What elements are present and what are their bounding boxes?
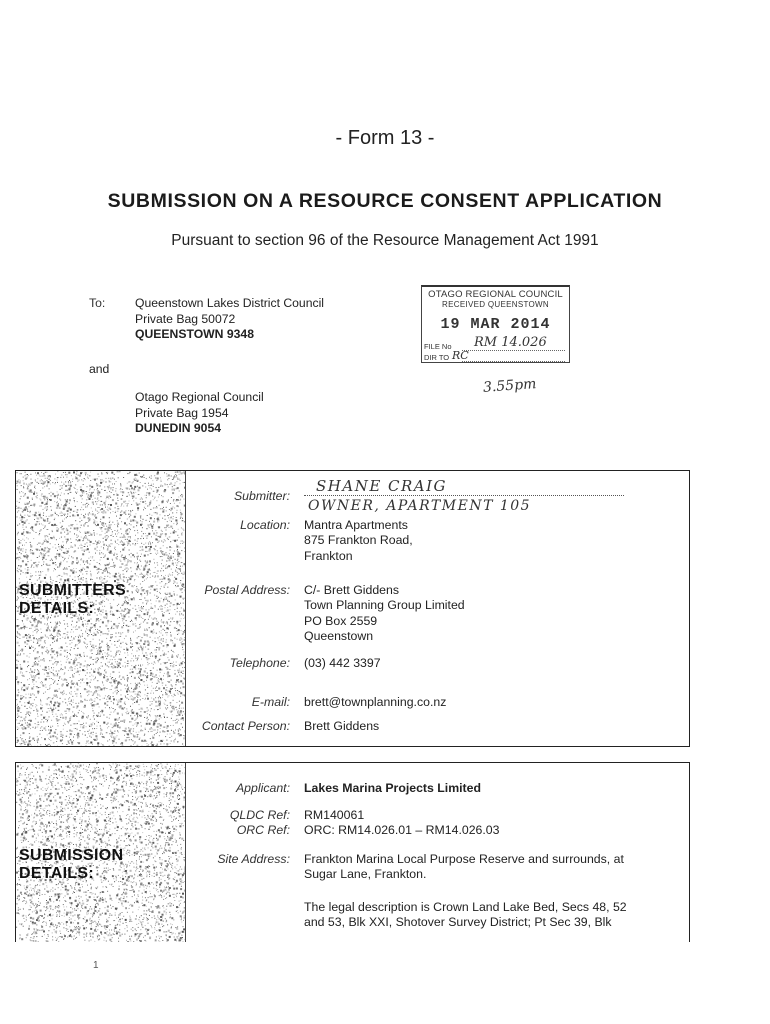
orc-ref-label: ORC Ref: — [236, 823, 290, 837]
form-number: - Form 13 - — [335, 127, 435, 149]
submission-details-sidebar — [16, 763, 186, 942]
location-line3: Frankton — [304, 548, 353, 563]
orc-bag: Private Bag 1954 — [135, 405, 229, 420]
qldc-ref-value: RM140061 — [304, 808, 365, 822]
location-label: Location: — [240, 518, 290, 532]
submission-details-heading — [19, 847, 123, 883]
qldc-bag: Private Bag 50072 — [135, 311, 236, 326]
submitter-details-table — [15, 470, 690, 747]
stamp-file-dotline — [462, 350, 565, 351]
stamp-date: 19 MAR 2014 — [440, 316, 551, 333]
received-stamp — [421, 285, 570, 363]
location-line1: Mantra Apartments — [304, 518, 408, 532]
orc-address — [135, 390, 264, 437]
telephone-value: (03) 442 3397 — [304, 656, 381, 670]
site-address-value — [304, 852, 624, 883]
submitter-heading-line1: SUBMITTERS — [19, 582, 126, 599]
submitter-heading-line2: DETAILS: — [19, 600, 94, 617]
stamp-file-value: RM 14.026 — [474, 335, 547, 350]
legal-line1: The legal description is Crown Land Lake Bed, Secs 48, 52 — [304, 900, 627, 914]
contact-person-value: Brett Giddens — [304, 719, 380, 733]
to-label: To: — [89, 296, 106, 310]
location-line2: 875 Frankton Road, — [304, 533, 413, 548]
postal-address-label: Postal Address: — [204, 583, 290, 597]
site-address-label: Site Address: — [217, 852, 290, 866]
location-value — [304, 518, 413, 564]
telephone-label: Telephone: — [229, 656, 290, 670]
stamp-time-handwritten: 3.55pm — [482, 376, 537, 396]
submission-heading-line2: DETAILS: — [19, 865, 94, 882]
contact-person-label: Contact Person: — [201, 719, 290, 733]
submitter-details-heading — [19, 582, 126, 618]
site-line2: Sugar Lane, Frankton. — [304, 867, 427, 882]
submission-heading-line1: SUBMISSION — [19, 847, 124, 864]
stamp-dir-value: RC — [452, 349, 469, 362]
submission-details-table — [15, 762, 690, 942]
stamp-dir-label: DIR TO — [424, 353, 450, 362]
site-line1: Frankton Marina Local Purpose Reserve and surrounds, at — [304, 852, 624, 866]
postal-line4: Queenstown — [304, 628, 374, 643]
submitter-label: Submitter: — [233, 489, 290, 503]
document-subtitle: Pursuant to section 96 of the Resource Management Act 1991 — [171, 232, 599, 249]
submitter-name-handwritten: SHANE CRAIG — [316, 477, 448, 495]
applicant-value: Lakes Marina Projects Limited — [304, 781, 482, 795]
postal-line3: PO Box 2559 — [304, 613, 378, 628]
orc-name: Otago Regional Council — [135, 390, 264, 404]
document-title: SUBMISSION ON A RESOURCE CONSENT APPLICATION — [107, 190, 663, 212]
submitter-note-handwritten: OWNER, APARTMENT 105 — [308, 498, 532, 514]
legal-description — [304, 900, 627, 931]
postal-address-value — [304, 583, 465, 644]
stamp-received: RECEIVED QUEENSTOWN — [442, 300, 549, 309]
postal-line2: Town Planning Group Limited — [304, 598, 465, 613]
page-number: 1 — [93, 960, 99, 971]
stamp-organisation: OTAGO REGIONAL COUNCIL — [428, 289, 563, 300]
stamp-dir-dotline — [462, 361, 565, 362]
submitter-dotline — [304, 495, 624, 496]
orc-city: DUNEDIN 9054 — [135, 421, 222, 435]
legal-line2: and 53, Blk XXI, Shotover Survey District; Pt Sec 39, Blk — [304, 915, 612, 930]
email-label: E-mail: — [251, 695, 290, 709]
qldc-name: Queenstown Lakes District Council — [135, 296, 324, 310]
email-value: brett@townplanning.co.nz — [304, 695, 447, 709]
orc-ref-value: ORC: RM14.026.01 – RM14.026.03 — [304, 823, 500, 837]
qldc-city: QUEENSTOWN 9348 — [135, 327, 254, 341]
stamp-file-label: FILE No — [424, 342, 452, 351]
qldc-address — [135, 296, 324, 343]
applicant-label: Applicant: — [235, 781, 290, 795]
and-label: and — [89, 362, 110, 376]
qldc-ref-label: QLDC Ref: — [229, 808, 290, 822]
submitter-details-sidebar — [16, 471, 186, 746]
postal-line1: C/- Brett Giddens — [304, 583, 399, 597]
